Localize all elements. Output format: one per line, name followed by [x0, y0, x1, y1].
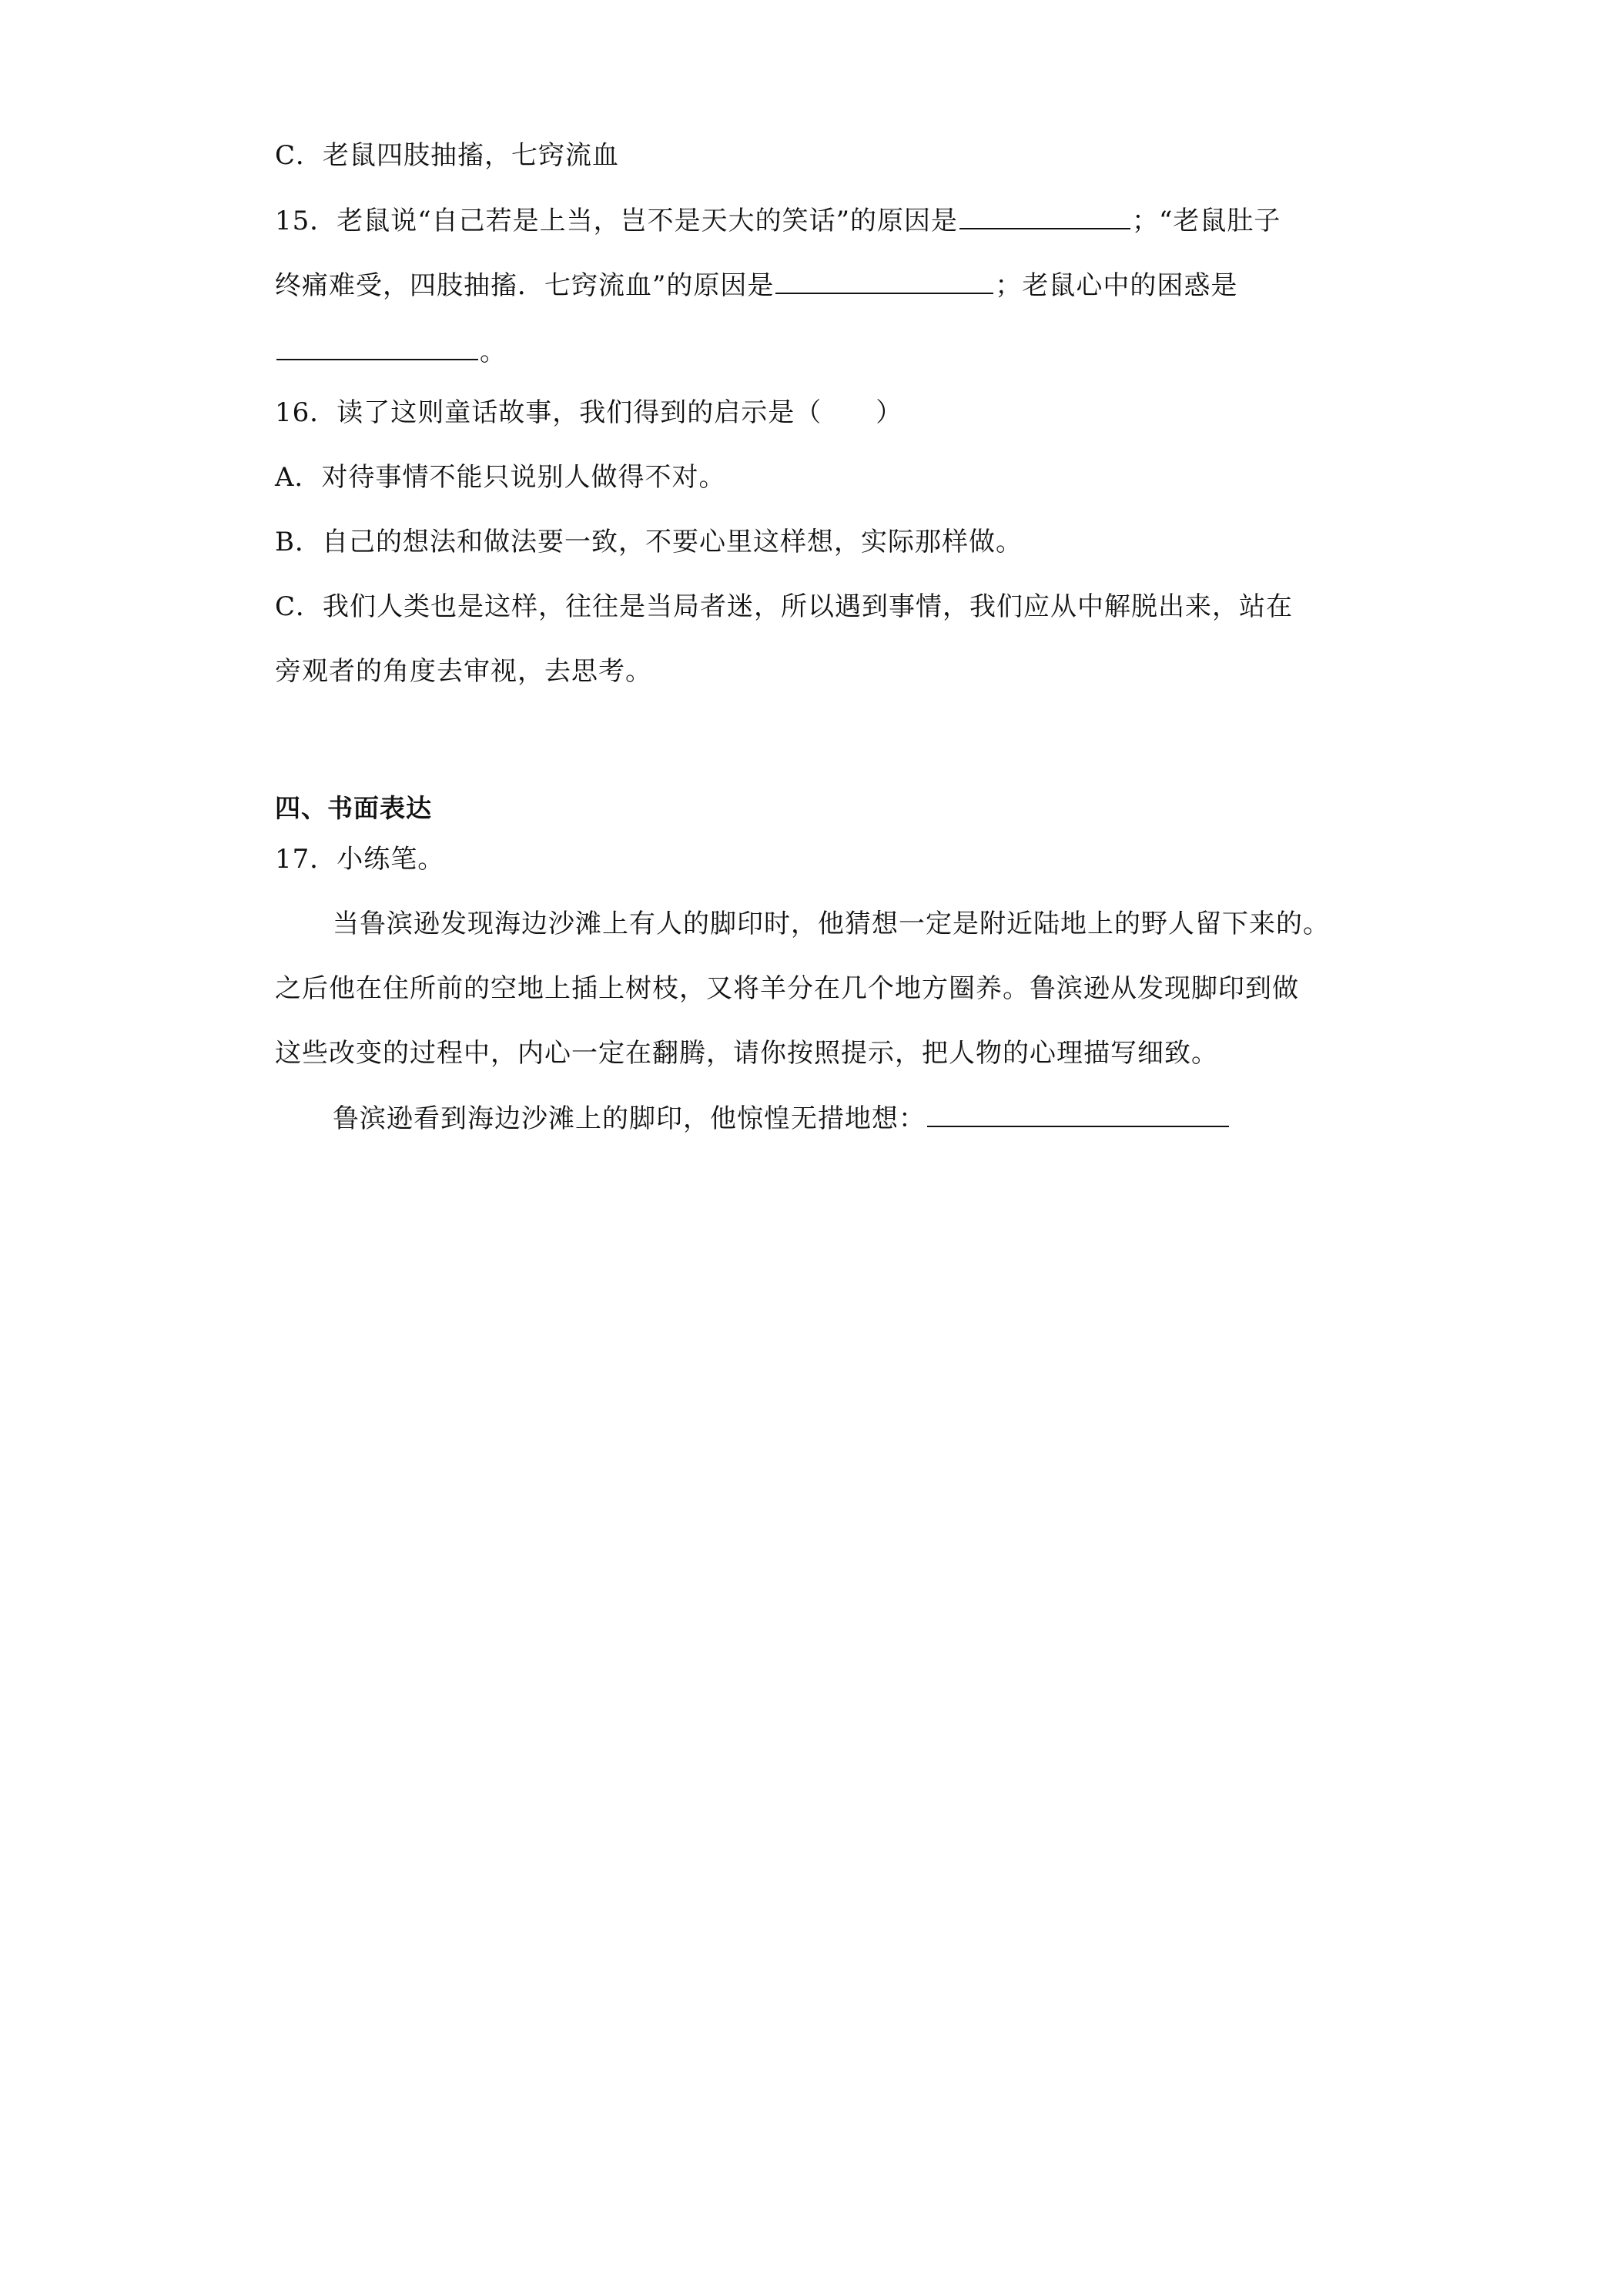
q17-prompt: 鲁滨逊看到海边沙滩上的脚印，他惊惶无措地想： [333, 1103, 926, 1134]
q17-paragraph-line3: 这些改变的过程中，内心一定在翻腾，请你按照提示，把人物的心理描写细致。 [275, 1038, 1218, 1069]
q17-paragraph-line1: 当鲁滨逊发现海边沙滩上有人的脚印时，他猜想一定是附近陆地上的野人留下来的。 [333, 909, 1330, 939]
q17-answer-blank[interactable] [927, 1099, 1229, 1127]
q16-option-c-line1: C．我们人类也是这样，往往是当局者迷，所以遇到事情，我们应从中解脱出来，站在 [275, 591, 1294, 622]
q17-paragraph-line2: 之后他在住所前的空地上插上树枝，又将羊分在几个地方圈养。鲁滨逊从发现脚印到做 [275, 973, 1299, 1004]
q16-stem: 16．读了这则童话故事，我们得到的启示是（ ） [275, 397, 903, 428]
q14-option-c: C．老鼠四肢抽搐，七窍流血 [275, 140, 620, 171]
q15-text-part4: ；老鼠心中的困惑是 [995, 270, 1238, 301]
q17-prompt-line [333, 1099, 1231, 1137]
q15-answer-blank-1[interactable] [959, 202, 1130, 229]
q15-line1 [275, 202, 1281, 239]
q16-option-b: B．自己的想法和做法要一致，不要心里这样想，实际那样做。 [275, 527, 1023, 557]
q15-text-part5: 。 [480, 336, 507, 367]
q15-answer-blank-2[interactable] [775, 266, 993, 294]
section-heading: 四、书面表达 [275, 793, 432, 823]
q16-option-a: A．对待事情不能只说别人做得不对。 [275, 462, 726, 493]
q17-stem: 17．小练笔。 [275, 844, 445, 875]
q15-text-part2: ；“老鼠肚子 [1132, 206, 1281, 236]
q16-option-c-line2: 旁观者的角度去审视，去思考。 [275, 656, 652, 687]
q15-line3 [275, 333, 507, 370]
q15-text-part3: 终痛难受，四肢抽搐．七窍流血”的原因是 [275, 270, 775, 301]
q15-text-part1: 15．老鼠说“自己若是上当，岂不是天大的笑话”的原因是 [275, 206, 959, 236]
q15-answer-blank-3[interactable] [276, 333, 478, 360]
q15-line2 [275, 266, 1237, 304]
